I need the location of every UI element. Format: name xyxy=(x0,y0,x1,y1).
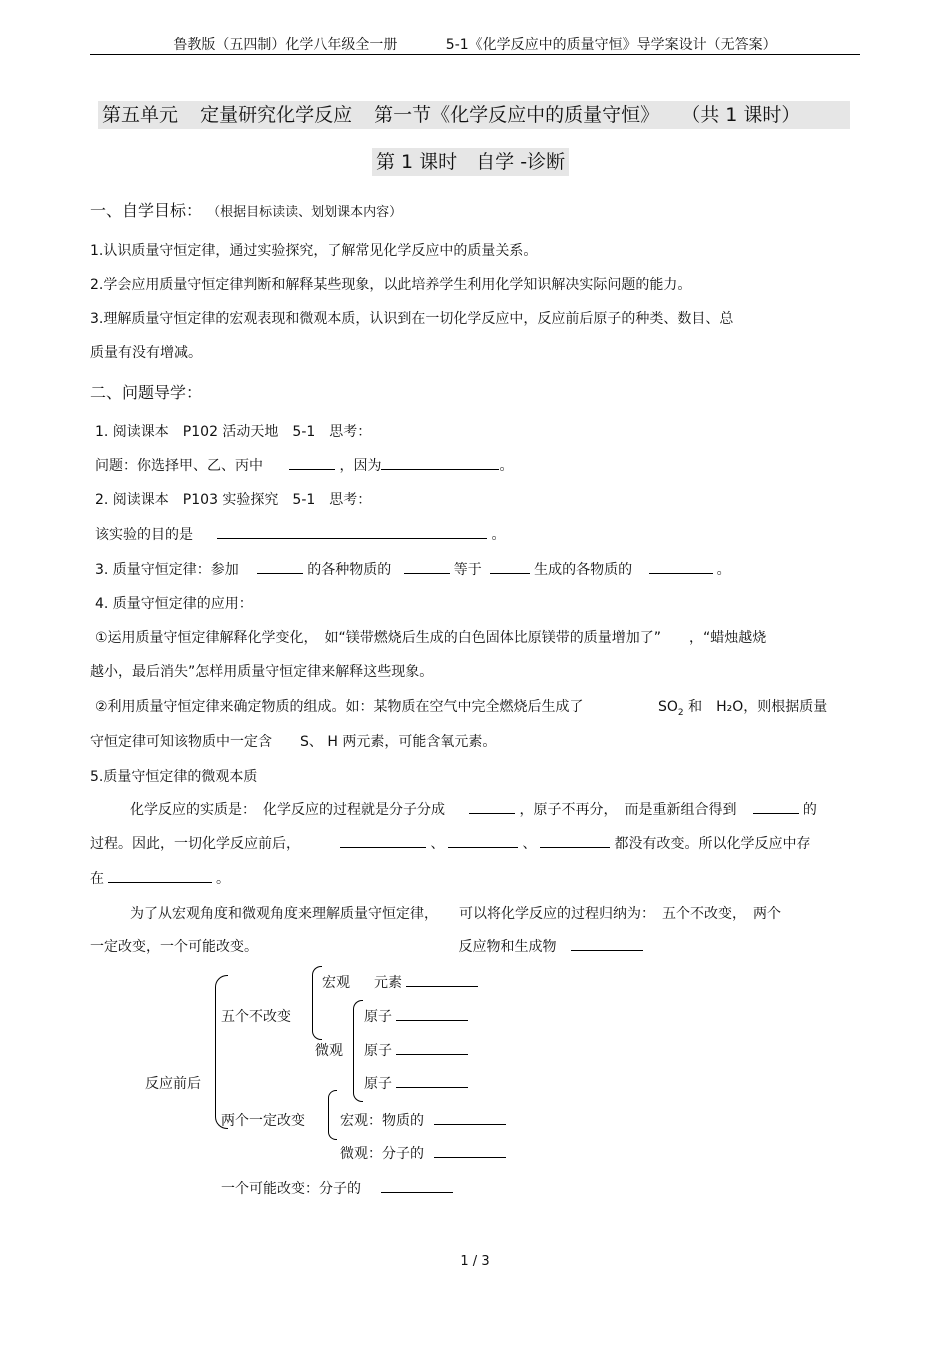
question-5-line3 xyxy=(90,868,230,888)
question-1: 1. 阅读课本 P102 活动天地 5-1 思考： xyxy=(95,424,372,440)
question-1-answer xyxy=(95,455,513,475)
title-hours: （共 1 课时） xyxy=(681,104,801,126)
blank-product-mass[interactable] xyxy=(649,559,713,574)
blank-atom-3[interactable] xyxy=(396,1073,468,1088)
diagram-atom-1 xyxy=(364,1006,472,1026)
question-5: 5.质量守恒定律的微观本质 xyxy=(90,769,258,785)
q5-1c: 的 xyxy=(802,802,817,818)
header-rule xyxy=(90,54,860,55)
questions-heading: 二、问题导学： xyxy=(90,383,203,402)
goals-heading-text: 一、自学目标： xyxy=(90,201,203,220)
q3-b: 的各种物质的 xyxy=(307,562,392,578)
goal-item-1: 1.认识质量守恒定律，通过实验探究，了解常见化学反应中的质量关系。 xyxy=(90,243,538,259)
diagram-root: 反应前后 xyxy=(145,1076,201,1092)
q5-3b: 。 xyxy=(216,871,230,887)
q4-2-h2o: 和 H₂O，则根据质量 xyxy=(688,699,828,715)
one-label: 一个可能改变：分子的 xyxy=(221,1181,361,1197)
diagram-macro: 宏观 xyxy=(322,975,350,991)
question-3 xyxy=(95,559,731,579)
question-4-1-cont: 越小，最后消失”怎样用质量守恒定律来解释这些现象。 xyxy=(90,664,434,680)
micro-brace xyxy=(353,1000,363,1102)
q5-2d: 都没有改变。所以化学反应中存 xyxy=(614,836,811,852)
q3-d: 生成的各物质的 xyxy=(534,562,633,578)
blank-element[interactable] xyxy=(406,972,478,987)
blank-atom-type[interactable] xyxy=(340,833,426,848)
blank-atoms[interactable] xyxy=(469,799,515,814)
page-number: 1 / 3 xyxy=(460,1254,490,1269)
diagram-macro2 xyxy=(340,1110,510,1130)
header-book: 鲁教版（五四制）化学八年级全一册 xyxy=(173,37,398,53)
q1-prompt: 问题：你选择甲、乙、丙中 xyxy=(95,458,263,474)
diagram-five: 五个不改变 xyxy=(221,1009,291,1025)
goal-item-3: 3.理解质量守恒定律的宏观表现和微观本质，认识到在一切化学反应中，反应前后原子的种类、数目、总 xyxy=(90,311,734,327)
atom3-label: 原子 xyxy=(364,1076,392,1092)
question-4-1: ①运用质量守恒定律解释化学变化， 如“镁带燃烧后生成的白色固体比原镁带的质量增加了” ，“蜡烛越烧 xyxy=(95,630,767,646)
q5-1b: ，原子不再分， 而是重新组合得到 xyxy=(519,802,737,818)
diagram-micro2 xyxy=(340,1143,510,1163)
diagram-micro: 微观 xyxy=(315,1043,343,1059)
blank-atom-mass[interactable] xyxy=(540,833,610,848)
goals-note: （根据目标读读、划划课本内容） xyxy=(207,205,403,220)
blank-after[interactable] xyxy=(490,559,530,574)
question-4-2-cont: 守恒定律可知该物质中一定含 S、 H 两元素，可能含氧元素。 xyxy=(90,734,497,750)
diagram-atom-3 xyxy=(364,1073,472,1093)
blank-choice[interactable] xyxy=(289,455,335,470)
five-brace xyxy=(312,966,322,1040)
q5-2-sep2: 、 xyxy=(522,836,537,852)
question-5-line5 xyxy=(90,936,647,956)
question-4: 4. 质量守恒定律的应用： xyxy=(95,596,253,612)
q5-5a: 一定改变，一个可能改变。 xyxy=(90,939,258,955)
blank-molecule-number[interactable] xyxy=(381,1178,453,1193)
question-5-line2 xyxy=(90,833,810,853)
question-5-line1 xyxy=(130,799,817,819)
page-subtitle: 第 1 课时 自学 -诊断 xyxy=(372,148,569,176)
header-lesson: 5-1《化学反应中的质量守恒》导学案设计（无答案） xyxy=(445,37,777,53)
question-4-2: ②利用质量守恒定律来确定物质的组成。如：某物质在空气中完全燃烧后生成了 $SO_2$ 和 H₂O，则根据质量 xyxy=(95,699,828,718)
question-5-line4: 为了从宏观角度和微观角度来理解质量守恒定律， 可以将化学反应的过程归纳为： 五个不改变， 两个 xyxy=(130,906,781,922)
q3-e: 。 xyxy=(716,562,731,578)
page-title xyxy=(98,101,850,129)
atom2-label: 原子 xyxy=(364,1043,392,1059)
q3-a: 3. 质量守恒定律：参加 xyxy=(95,562,239,578)
element-label: 元素 xyxy=(374,975,402,991)
q5-2-sep1: 、 xyxy=(430,836,445,852)
q2-prompt: 该实验的目的是 xyxy=(95,527,193,543)
blank-reactant[interactable] xyxy=(257,559,303,574)
q5-2a: 过程。因此，一切化学反应前后， xyxy=(90,836,300,852)
q5-3a: 在 xyxy=(90,871,104,887)
blank-molecule-kind[interactable] xyxy=(434,1143,506,1158)
root-brace xyxy=(215,975,228,1129)
blank-purpose[interactable] xyxy=(217,524,487,539)
goal-item-3-cont: 质量有没有增减。 xyxy=(90,345,202,361)
q3-c: 等于 xyxy=(453,562,482,578)
question-2-answer xyxy=(95,524,505,544)
diagram-element xyxy=(374,972,482,992)
micro2-label: 微观：分子的 xyxy=(340,1146,424,1162)
blank-total-mass[interactable] xyxy=(571,936,643,951)
blank-conservation[interactable] xyxy=(108,868,212,883)
page-header xyxy=(0,34,950,54)
blank-reason[interactable] xyxy=(381,455,499,470)
macro2-label: 宏观：物质的 xyxy=(340,1113,424,1129)
blank-substance[interactable] xyxy=(434,1110,506,1125)
diagram-one xyxy=(221,1178,457,1198)
q4-2-so2: SO xyxy=(658,699,678,715)
q5-5b: 反应物和生成物 xyxy=(458,939,557,955)
title-section: 第一节《化学反应中的质量守恒》 xyxy=(374,104,660,126)
q2-end: 。 xyxy=(491,527,506,543)
atom1-label: 原子 xyxy=(364,1009,392,1025)
blank-atom-number[interactable] xyxy=(448,833,518,848)
q5-1a: 化学反应的实质是： 化学反应的过程就是分子分成 xyxy=(130,802,445,818)
question-2: 2. 阅读课本 P103 实验探究 5-1 思考： xyxy=(95,492,372,508)
blank-atom-1[interactable] xyxy=(396,1006,468,1021)
diagram-atom-2 xyxy=(364,1040,472,1060)
blank-atom-2[interactable] xyxy=(396,1040,468,1055)
two-brace xyxy=(328,1090,337,1140)
title-topic: 定量研究化学反应 xyxy=(200,104,353,126)
goal-item-2: 2.学会应用质量守恒定律判断和解释某些现象，以此培养学生利用化学知识解决实际问题的能力。 xyxy=(90,277,692,293)
q1-because: ，因为 xyxy=(339,458,382,474)
title-unit: 第五单元 xyxy=(102,104,179,126)
goals-heading xyxy=(90,198,402,221)
blank-new-molecules[interactable] xyxy=(753,799,799,814)
q4-2-text: ②利用质量守恒定律来确定物质的组成。如：某物质在空气中完全燃烧后生成了 xyxy=(95,699,584,715)
blank-mass-sum[interactable] xyxy=(404,559,450,574)
q1-end: 。 xyxy=(499,458,514,474)
diagram-two: 两个一定改变 xyxy=(221,1113,305,1129)
